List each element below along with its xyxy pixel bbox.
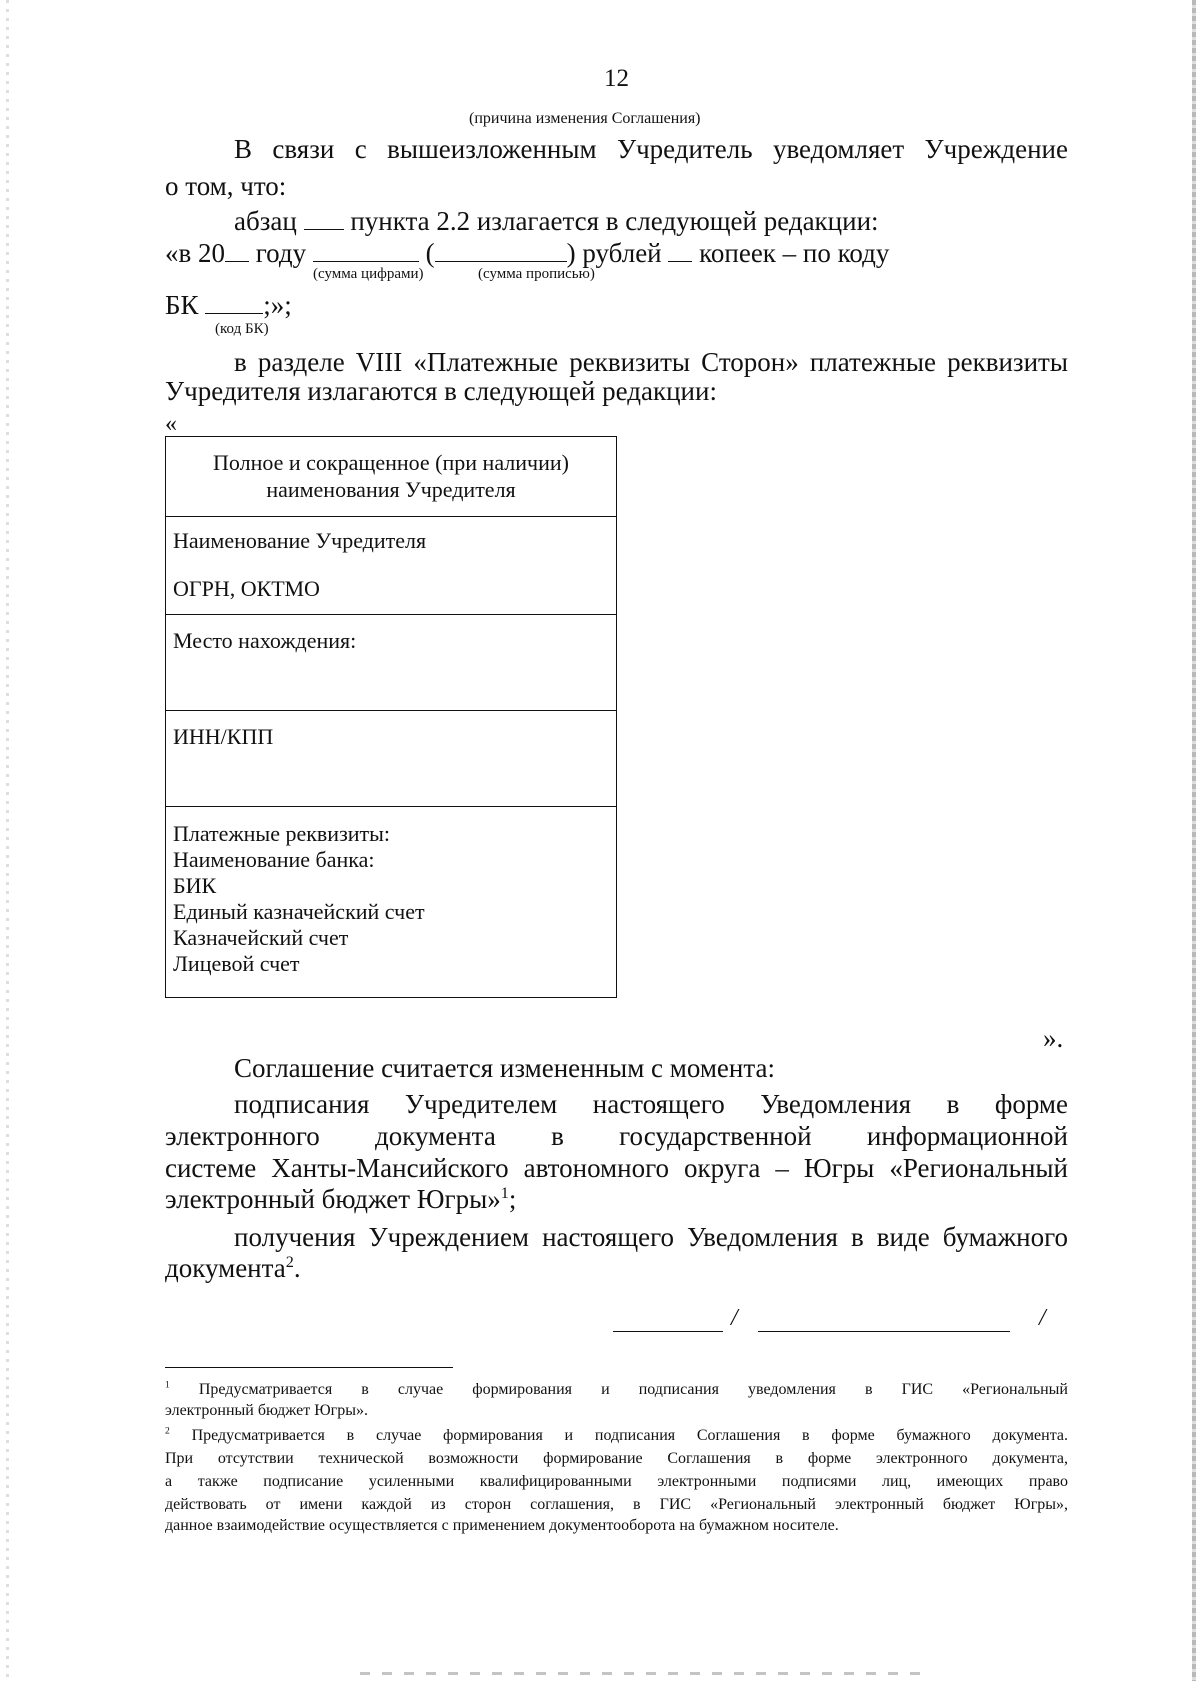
- intro-line-1-text: В связи с вышеизложенным Учредитель уведомляет Учреждение: [234, 134, 1068, 164]
- scan-edge-right: [1192, 0, 1196, 1681]
- table-bank-cell: [166, 807, 616, 997]
- effective-item2-last-text: документа: [165, 1253, 286, 1283]
- sum-digits-blank: [313, 239, 419, 262]
- intro-line-1: [234, 132, 1068, 166]
- footnote-2-line-3: [165, 1470, 1068, 1493]
- signature-slash-1: /: [731, 1305, 738, 1331]
- bank-line-personal: Лицевой счет: [173, 951, 300, 976]
- footnote-1-mark: 1: [165, 1379, 170, 1391]
- footnote-2-line-4-text: действовать от имени каждой из сторон соглашения, в ГИС «Региональный электронный бюджет Югры»,: [165, 1496, 1068, 1513]
- address-label: Место нахождения:: [173, 628, 357, 653]
- signature-line-short: [613, 1331, 723, 1332]
- kopecks-word: копеек – по коду: [699, 238, 890, 268]
- effective-item1-line1-text: подписания Учредителем настоящего Уведомления в форме: [234, 1089, 1068, 1119]
- effective-item2-line1-text: получения Учреждением настоящего Уведомления в виде бумажного: [234, 1222, 1068, 1252]
- open-paren: (: [425, 238, 435, 268]
- bank-line-single-treasury: Единый казначейский счет: [173, 899, 425, 924]
- table-address-cell: [166, 615, 616, 711]
- founder-name-label: Наименование Учредителя: [173, 528, 427, 553]
- rubles-word: ) рублей: [566, 238, 662, 268]
- footnote-2-line-1-text: Предусматривается в случае формирования и подписания Соглашения в форме бумажного документа.: [191, 1427, 1069, 1444]
- effective-item1-last-text: электронный бюджет Югры»: [165, 1184, 501, 1214]
- bk-code-blank: [205, 291, 263, 314]
- footnote-2-line-4: [165, 1493, 1068, 1516]
- effective-item1-line1: [234, 1087, 1068, 1121]
- effective-heading: Соглашение считается измененным с момента:: [234, 1053, 775, 1083]
- paragraph-number-blank: [304, 207, 344, 230]
- effective-item2-line1: [234, 1220, 1068, 1254]
- year-blank: [225, 239, 249, 262]
- caption-sum-digits: (сумма цифрами): [313, 266, 424, 282]
- bank-line-payment: Платежные реквизиты:: [173, 821, 391, 846]
- effective-item1-end: ;: [508, 1184, 517, 1214]
- bk-suffix: ;»;: [263, 290, 292, 320]
- scan-edge-left: [6, 0, 9, 1681]
- footnote-2-mark: 2: [165, 1425, 170, 1437]
- footnote-ref-2[interactable]: 2: [285, 1253, 294, 1271]
- table-name-cell: [166, 517, 616, 615]
- table-close-quote: ».: [1043, 1023, 1064, 1053]
- bank-line-bik: БИК: [173, 873, 217, 898]
- footnote-2-line-5: данное взаимодействие осуществляется с применением документооборота на бумажном носителе.: [165, 1517, 839, 1534]
- table-open-quote: «: [165, 411, 177, 437]
- footnote-2-line-2: [165, 1447, 1068, 1470]
- bk-prefix: БК: [165, 290, 199, 320]
- footnote-1-line-1: [165, 1378, 1068, 1401]
- footnote-2-line-1: [165, 1424, 1068, 1447]
- table-header-cell: Полное и сокращенное (при наличии) наименования Учредителя: [166, 437, 616, 517]
- section-line-1-text: в разделе VIII «Платежные реквизиты Сторон» платежные реквизиты: [234, 347, 1068, 377]
- sum-words-blank: [435, 239, 567, 262]
- clause-line-1: [234, 207, 879, 235]
- clause-line-1-rest: пункта 2.2 излагается в следующей редакции:: [350, 206, 879, 236]
- section-line-2: Учредителя излагаются в следующей редакции:: [165, 376, 717, 406]
- footnote-separator: [165, 1367, 453, 1368]
- scan-edge-bottom: [360, 1672, 920, 1675]
- clause-line-3: [165, 291, 292, 319]
- section-line-1: [234, 345, 1068, 379]
- year-word: году: [255, 238, 307, 268]
- effective-item2-end: .: [293, 1253, 301, 1283]
- inn-kpp-label: ИНН/КПП: [173, 724, 274, 749]
- ogrn-oktmo-label: ОГРН, ОКТМО: [173, 576, 320, 601]
- table-inn-cell: [166, 711, 616, 807]
- signature-line-long: [758, 1331, 1010, 1332]
- effective-item2-last: [165, 1255, 301, 1282]
- effective-item1-line3: [165, 1151, 1068, 1185]
- footnote-1-line-2: электронный бюджет Югры».: [165, 1402, 368, 1419]
- clause-line-2: [165, 239, 889, 267]
- intro-line-2: о том, что:: [165, 171, 287, 201]
- effective-item1-line2-text: электронного документа в государственной информационной: [165, 1121, 1068, 1151]
- caption-bk-code: (код БК): [215, 321, 269, 337]
- bank-line-bank-name: Наименование банка:: [173, 847, 375, 872]
- clause-word-abzac: абзац: [234, 206, 297, 236]
- effective-item1-last: [165, 1186, 516, 1213]
- footnote-1-line-1-text: Предусматривается в случае формирования и подписания уведомления в ГИС «Региональный: [198, 1381, 1068, 1398]
- kopecks-blank: [668, 239, 692, 262]
- name-cell-gap: [173, 552, 609, 578]
- effective-item1-line3-text: системе Ханты-Мансийского автономного округа – Югры «Региональный: [165, 1153, 1068, 1183]
- footnote-2-line-3-text: а также подписание усиленными квалифицированными электронными подписями лиц, имеющих право: [165, 1473, 1068, 1490]
- bank-line-treasury: Казначейский счет: [173, 925, 349, 950]
- effective-item1-line2: [165, 1119, 1068, 1153]
- change-reason-caption: (причина изменения Соглашения): [469, 110, 701, 127]
- requisites-table: [165, 436, 617, 998]
- signature-slash-2: /: [1039, 1305, 1046, 1331]
- year-prefix: «в 20: [165, 238, 225, 268]
- caption-sum-words: (сумма прописью): [478, 266, 595, 282]
- footnote-2-line-2-text: При отсутствии технической возможности формирование Соглашения в форме электронного документа,: [165, 1450, 1068, 1467]
- page-number: 12: [604, 65, 629, 92]
- footnote-ref-1[interactable]: 1: [500, 1184, 509, 1202]
